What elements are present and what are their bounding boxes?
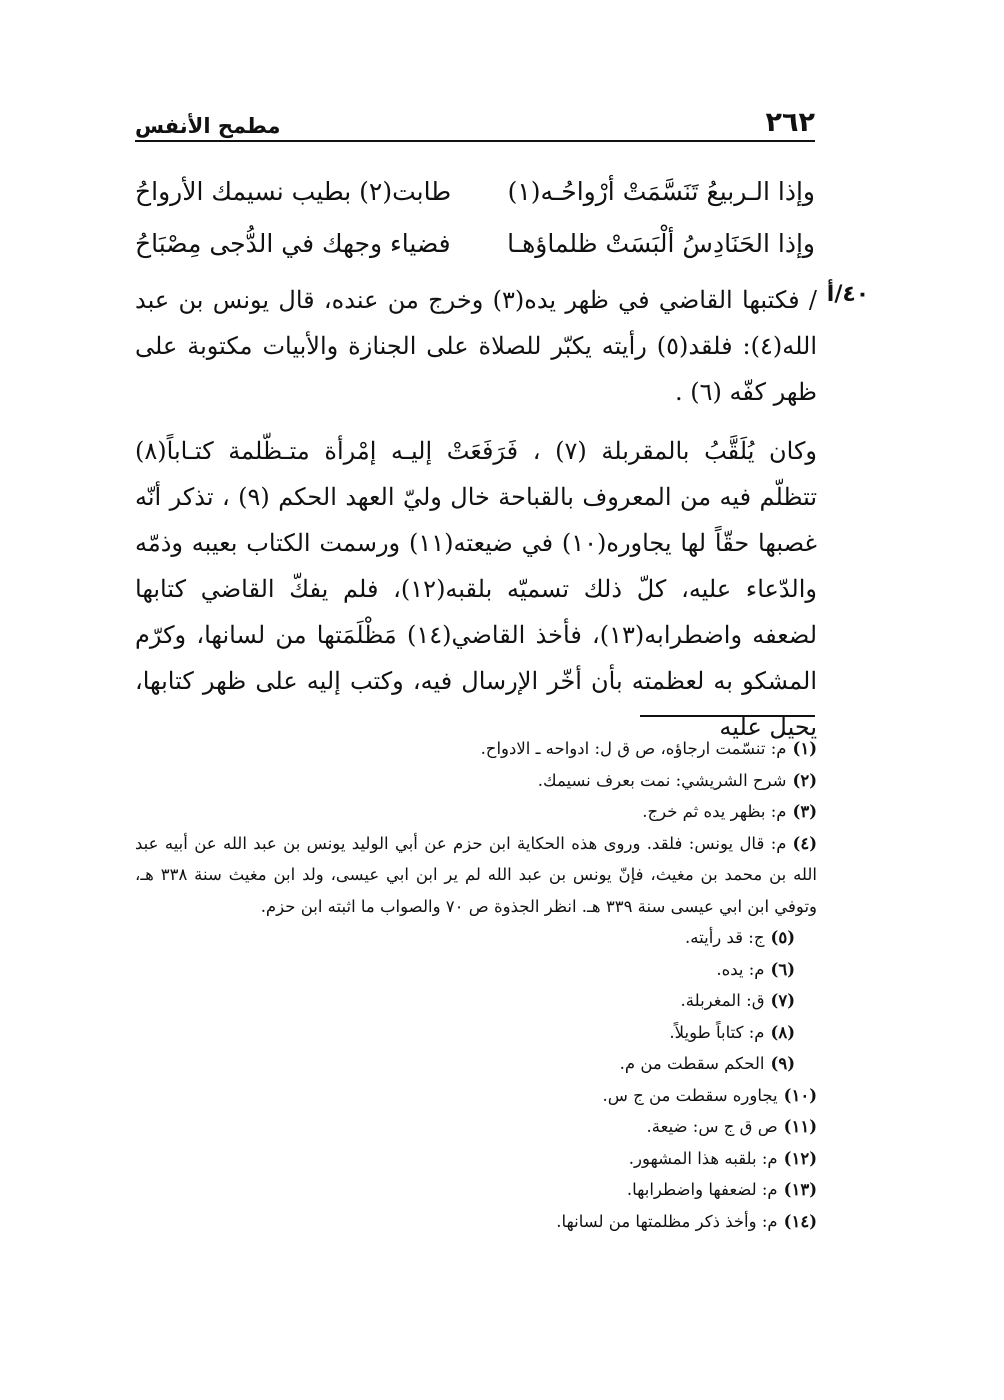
footnote-item <box>135 1206 817 1238</box>
footnote-text: الحكم سقطت من م. <box>619 1054 765 1073</box>
verse-second-hemistich: طابت(٢) بطيب نسيمك الأرواحُ <box>135 176 452 206</box>
footnote-item <box>135 765 817 797</box>
footnote-text: ص ق ج س: ضيعة. <box>646 1117 778 1136</box>
footnote-text: م: بلقبه هذا المشهور. <box>628 1148 778 1168</box>
footnote-number: (٨) <box>770 1022 795 1042</box>
footnote-number: (٩) <box>770 1054 795 1073</box>
verse-first-hemistich: وإذا الـربيعُ تَنَسَّمَتْ أرْواحُـه(١) <box>507 176 815 206</box>
footnote-number: (١١) <box>783 1117 817 1136</box>
verse-second-hemistich: فضياء وجهك في الدُّجى مِصْبَاحُ <box>135 228 451 258</box>
footnote-item <box>135 733 817 765</box>
body-paragraph: وكان يُلَقَّبُ بالمقربلة (٧) ، فَرَفَعَتْ إليـه إمْرأة متـظّلمة كتـاباً(٨) تتظلّم فيه من المعروف بالقباحة خال وليّ العهد الحكم (٩) ، تذكر أنّه غصبها حقّاً لها يجاوره(١٠) في ضيعته(١١) ورسمت الكتاب بعيبه وذمّه والدّعاء عليه، كلّ ذلك تسميّه بلقبه(١٢)، فلم يفكّ القاضي كتابها لضعفه واضطرابه(١٣)، فأخذ القاضي(١٤) مَظْلَمَتها من لسانها، وكرّم المشكو به لعظمته بأن أخّر الإرسال فيه، وكتب إليه على ظهر كتابها، يحيل عليه <box>135 437 818 741</box>
footnote-text: م: وأخذ ذكر مظلمتها من لسانها. <box>556 1211 778 1231</box>
footnote-item <box>135 1111 817 1143</box>
footnote-text: شرح الشريشي: نمت بعرف نسيمك. <box>537 770 787 790</box>
verse-line <box>135 165 815 217</box>
footnote-item <box>135 1017 817 1049</box>
footnote-number: (٤) <box>792 833 817 853</box>
footnote-text: م: تنسّمت ارجاؤه، ص ق ل: ادواحه ـ الادواح. <box>480 739 787 758</box>
footnote-item <box>135 1143 817 1175</box>
footnote-number: (١٠) <box>783 1085 817 1105</box>
footnote-item <box>135 1080 817 1112</box>
verse-line <box>135 217 815 269</box>
footnote-text: م: لضعفها واضطرابها. <box>626 1180 778 1199</box>
poem-verses <box>135 165 815 269</box>
page-number: ٢٦٢ <box>765 107 815 138</box>
footnote-number: (٧) <box>770 991 795 1010</box>
footnote-text: ج: قد رأيته. <box>685 928 765 947</box>
footnote-text: م: بظهر يده ثم خرج. <box>642 802 787 821</box>
footnote-number: (٥) <box>770 928 795 947</box>
page-header <box>135 98 815 138</box>
footnote-item <box>135 796 817 828</box>
footnotes <box>135 733 817 1237</box>
body-paragraph: / فكتبها القاضي في ظهر يده(٣) وخرج من عنده، قال يونس بن عبد الله(٤): فلقد(٥) رأيته يكبّر للصلاة على الجنازة والأبيات مكتوبة على ظهر كفّه (٦) . <box>135 286 818 406</box>
verse-first-hemistich: وإذا الحَنَادِسُ ألْبَسَتْ ظلماؤهـا <box>507 228 815 258</box>
footnote-item <box>135 1048 817 1080</box>
footnote-item <box>135 954 817 986</box>
footnote-number: (٣) <box>792 802 817 821</box>
footnote-divider <box>640 715 815 717</box>
footnote-text: م: قال يونس: فلقد. وروى هذه الحكاية ابن حزم عن أبي الوليد يونس بن عبد الله عن أبيه عبد الله بن محمد بن مغيث، فإنّ يونس بن عبد الله لم ير ابن ابي عيسى، ولد ابن مغيث سنة ٣٣٨ هـ، وتوفي ابن ابي عيسى سنة ٣٣٩ هـ. انظر الجذوة ص ٧٠ والصواب ما اثبته ابن حزم. <box>135 833 817 916</box>
running-title: مطمح الأنفس <box>135 114 281 138</box>
footnote-number: (٦) <box>770 959 795 979</box>
header-divider <box>135 140 815 142</box>
footnote-item <box>135 922 817 954</box>
footnote-text: م: كتاباً طويلاً. <box>669 1022 765 1042</box>
footnote-item <box>135 828 817 923</box>
footnote-text: يجاوره سقطت من ج س. <box>602 1085 778 1105</box>
manuscript-folio-marker: ٤٠/أ <box>826 282 870 307</box>
footnote-number: (١٤) <box>783 1211 817 1231</box>
footnote-item <box>135 985 817 1017</box>
footnote-number: (١٣) <box>783 1180 817 1199</box>
footnote-text: ق: المغربلة. <box>680 991 765 1010</box>
footnote-text: م: يده. <box>716 959 765 979</box>
footnote-number: (١) <box>792 739 817 758</box>
footnote-item <box>135 1174 817 1206</box>
footnote-number: (١٢) <box>783 1148 817 1168</box>
footnote-number: (٢) <box>792 770 817 790</box>
